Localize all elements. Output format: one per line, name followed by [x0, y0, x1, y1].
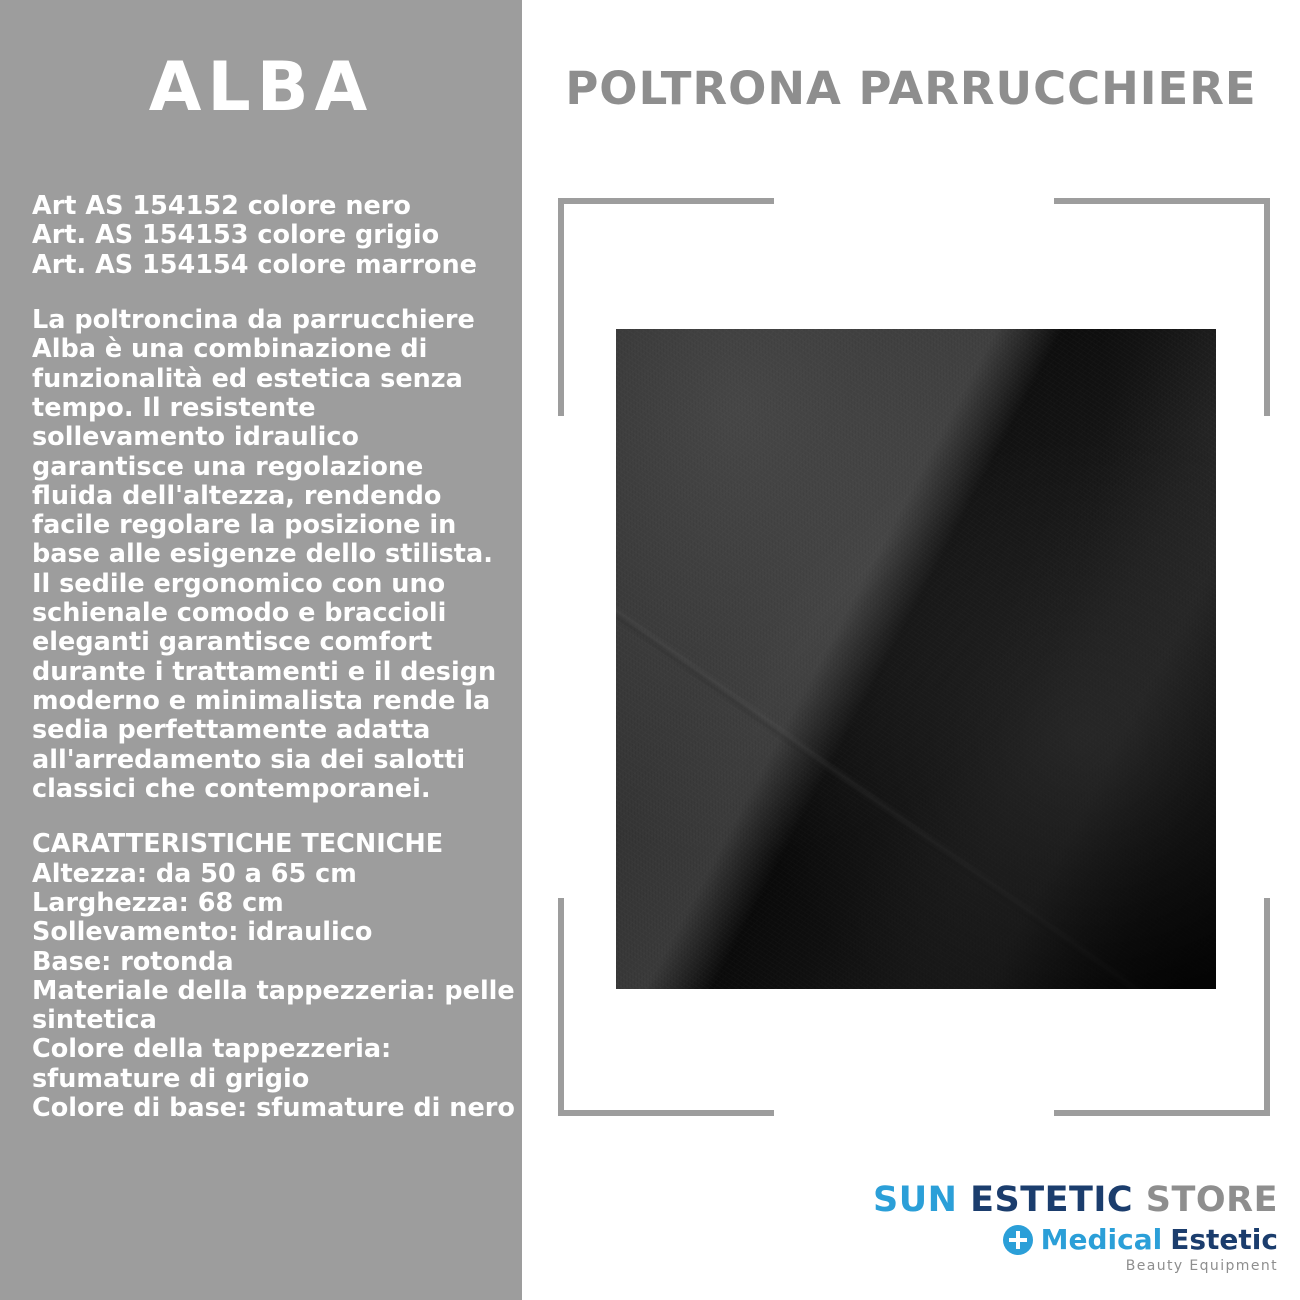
logo-word-store: STORE: [1145, 1180, 1278, 1221]
logo-word-sun: SUN: [873, 1180, 958, 1221]
spec-upholstery-color: Colore della tappezzeria: sfumature di grigio: [32, 1034, 392, 1094]
spec-width: Larghezza: 68 cm: [32, 887, 284, 918]
article-code-3: Art. AS 154154 colore marrone: [32, 249, 477, 280]
spec-base-color: Colore di base: sfumature di nero: [32, 1093, 515, 1124]
logo-secondary-line: [858, 1223, 1278, 1256]
spec-base: Base: rotonda: [32, 946, 234, 977]
article-code-2: Art. AS 154153 colore grigio: [32, 220, 440, 251]
logo-tagline: Beauty Equipment: [1125, 1258, 1278, 1274]
spec-lift: Sollevamento: idraulico: [32, 917, 373, 948]
product-photo: [616, 329, 1216, 989]
article-code-1: Art AS 154152 colore nero: [32, 191, 411, 221]
right-image-panel: [522, 0, 1300, 1300]
logo-word-medical: Medical: [1040, 1223, 1163, 1256]
photo-frame: [558, 198, 1270, 1116]
leather-light-shading: [616, 329, 1216, 989]
tech-specs-title: CARATTERISTICHE TECNICHE: [32, 829, 444, 860]
left-info-panel: [0, 0, 522, 1300]
brand-logo: ALBA: [148, 48, 374, 127]
logo-primary-line: [858, 1182, 1278, 1219]
logo-word-estetic: ESTETIC: [970, 1180, 1134, 1221]
spec-upholstery-material: Materiale della tappezzeria: pelle sintetica: [32, 975, 515, 1036]
company-logo: [858, 1182, 1278, 1274]
spec-height: Altezza: da 50 a 65 cm: [32, 858, 357, 889]
page-title: POLTRONA PARRUCCHIERE: [565, 62, 1257, 115]
logo-word-estetic-secondary: Estetic: [1170, 1223, 1278, 1256]
product-info-text: [32, 192, 524, 1123]
medical-cross-icon: [1003, 1225, 1033, 1255]
product-description: La poltroncina da parrucchiere Alba è una combinazione di funzionalità ed estetica senza tempo. Il resistente sollevamento idraulico garantisce una regolazione fluida dell'altezza, rendendo facile regolare la posizione in base alle esigenze dello stilista. Il sedile ergonomico con uno schienale comodo e braccioli eleganti garantisce comfort durante i trattamenti e il design moderno e minimalista rende la sedia perfettamente adatta all'arredamento sia dei salotti classici che contemporanei.: [32, 304, 497, 804]
